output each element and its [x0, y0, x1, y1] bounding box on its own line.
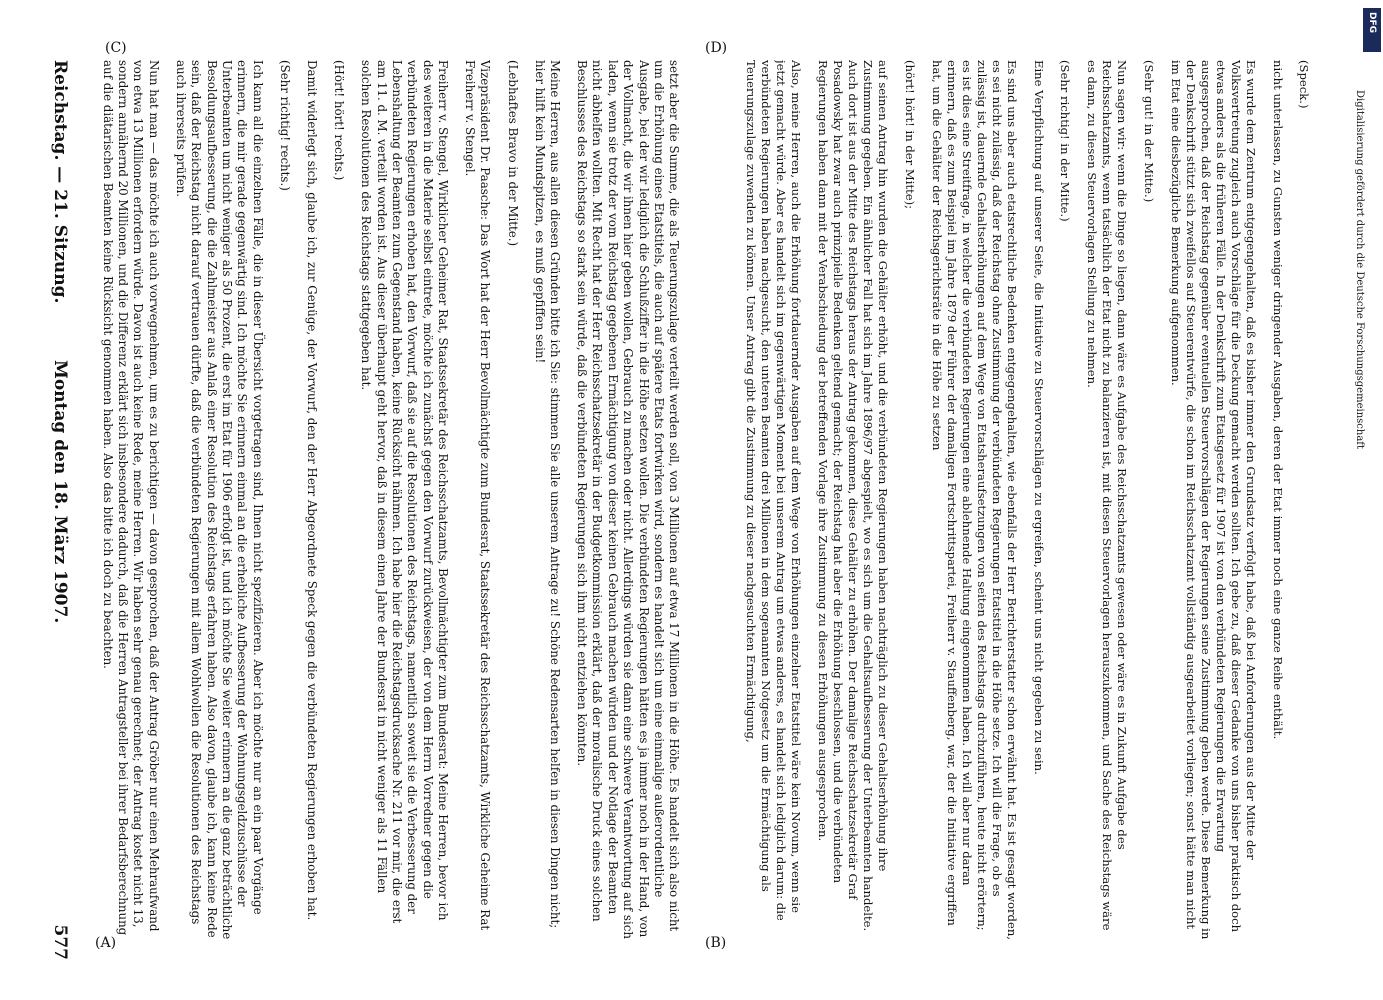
dfg-logo: DFG	[1363, 8, 1381, 52]
paragraph: Freiherr v. Stengel, Wirklicher Geheimer Rat, Staatssekretär des Reichsschatzamts, Bevollmächtigter zum Bundesrat: Meine Herren, bevor ich des weiteren in die Materie selbst eintrete, möchte ich zunächst gegen den Vorwurf zurückweisen, der von dem Herrn Vorredner gegen die verbündeten Regierungen erhoben hat, den Vorwurf, daß sie auf die Resolutionen des Reichstags, namentlich soweit sie die Verbesserung der Lebenshaltung der Beamten zum Gegenstand haben, keine Rücksicht nähmen. Ich habe hier die Reichstagsdrucksache Nr. 211 vor mir, die erst am 11. d. M. verteilt worden ist. Aus dieser überhaupt geht hervor, daß in diesem einen Jahre der Bundesrat in nicht weniger als 11 Fällen solchen Resolutionen des Reichstags stattgegeben hat.	[359, 60, 450, 924]
paragraph: Eine Verpflichtung auf unserer Seite, die Initiative zu Steuervorschlägen zu ergreifen, scheint uns nicht gegeben zu sein.	[1031, 60, 1046, 775]
paragraph: Vizepräsident Dr. Paasche: Das Wort hat der Herr Bevollmächtigte zum Bundesrat, Staatssekretär des Reichsschatzamts, Wirkliche Geheime Rat Freiherr v. Stengel.	[463, 60, 493, 931]
margin-marker-a: (A)	[95, 935, 117, 951]
interjection: (Sehr richtig! in der Mitte.)	[1058, 60, 1073, 222]
margin-marker-b: (B)	[705, 935, 727, 951]
page-header	[30, 60, 70, 960]
paragraph: Ich kann all die einzelnen Fälle, die in dieser Übersicht vorgetragen sind, Ihnen nicht spezifizieren. Aber ich möchte nur an ein paar Vorgänge erinnern, die mir gerade gegenwärtig sind. Ich möchte Sie erinnern einmal an die erhebliche Aufbesserung der Wohnungsgeldzuschüsse der Unterbeamten um nicht weniger als 50 Prozent, die erst im Etat für 1906 erfolgt ist, und ich möchte Sie weiter erinnern an die ganz beträchtliche Besoldungsaufbesserung, die die Zahlmeister aus Anlaß einer Resolution des Reichstags erfahren haben. Also davon, glaube ich, kann keine Rede sein, daß der Reichstag nicht darauf vertrauen dürfte, daß die verbündeten Regierungen mit allem Wohlwollen die Resolutionen des Reichstags auch ihrerseits prüfen.	[173, 60, 265, 940]
paragraph: auf seinen Antrag hin wurden die Gehälter erhöht, und die verbündeten Regierungen haben nachträglich zu dieser Gehaltserhöhung ihre Zustimmung gegeben. Ein ähnlicher Fall hat sich im Jahre 1896/97 abgespielt, wo es sich um die Gehaltsaufbesserung der Unterbeamten handelte. Auch dort ist aus der Mitte des Reichstags heraus der Antrag gekommen, diese Gehälter zu erhöhen. Der damalige Reichsschatzsekretär Graf Posadowsky hat zwar auch prinzipielle Bedenken geltend gemacht; der Reichstag hat aber die Erhöhung beschlossen, und die verbündeten Regierungen haben dann mit der Verabschiedung der betreffenden Vorlage ihre Zustimmung zu diesen Erhöhungen ausgesprochen.	[816, 60, 891, 932]
left-column	[723, 60, 1323, 940]
paragraph: (Speck.)	[1297, 60, 1312, 109]
margin-marker-d: (D)	[705, 40, 728, 56]
paragraph: Also, meine Herren, auch die Erhöhung fortdauernder Ausgaben auf dem Wege von Erhöhungen einzelner Etatstitel wäre kein Novum, wenn sie jetzt gemacht würde. Aber es handelt sich im gegenwärtigen Moment bei unserem Antrag um etwas anderes, es handelt sich lediglich darum: die verbündeten Regierungen haben nachgesucht, den unteren Beamten drei Millionen in dem sogenannten Notgesetz um die Ermächtigung als Teuerungszulage zuwenden zu können. Unser Antrag gibt die Zustimmung zu dieser nachgesuchten Ermächtigung,	[744, 60, 804, 921]
interjection: (Sehr gut! in der Mitte.)	[1142, 60, 1156, 203]
header-date: Montag den 18. März 1907.	[50, 360, 70, 624]
interjection: (Sehr richtig! rechts.)	[277, 60, 292, 191]
paragraph: setzt aber die Summe, die als Teuerungszulage verteilt werden soll, von 3 Millionen auf etwa 17 Millionen in die Höhe. Es handelt sich also nicht um die Erhöhung eines Etatstitels, die auch auf spätere Etats fortwirken wird, sondern es handelt sich um eine einmalige außerordentliche Ausgabe, bei der wir lediglich die Schlußziffer in die Höhe setzen wollen. Die verbündeten Regierungen hätten es ja immer noch in der Hand, von der Vollmacht, die wir ihnen hier geben wollen, Gebrauch zu machen oder nicht. Allerdings würden sie dann eine schwere Verantwortung auf sich laden, wenn sie trotz der vom Reichstag gegebenen Ermächtigung von dieser keinen Gebrauch machen würden und der Notlage der Beamten nicht abhelfen wollten. Mit Recht hat der Herr Reichsschatzsekretär in der Budgetkommission erklärt, daß der moralische Druck eines solchen Beschlusses des Reichstags so stark sein würde, daß die verbündeten Regierungen sich ihm nicht entziehen könnten.	[575, 60, 682, 939]
margin-marker-c: (C)	[105, 40, 127, 56]
paragraph: Meine Herren, aus allen diesen Gründen bitte ich Sie: stimmen Sie alle unserem Antrage zu! Schöne Redensarten helfen in diesen Dingen nicht; hier hilft kein Mundspitzen, es muß gepfiffen sein!	[532, 60, 562, 929]
paragraph: Nun hat man — das möchte ich auch vorwegnehmen, um es zu berichtigen — davon gesprochen, daß der Antrag Gröber nur einen Mehraufwand von etwa 13 Millionen erfordern würde. Davon ist auch keine Rede, meine Herren. Wir haben sehr genau gerechnet; der Antrag kostet nicht 13, sondern annähernd 20 Millionen, und die Differenz erklärt sich insbesondere dadurch, daß die Herren Antragsteller bei ihrer Bedarfsberechnung auf die diätarischen Beamten keine Rücksicht genommen haben. Also das bitte ich doch zu beachten.	[100, 60, 161, 936]
paragraph: Nun sagen wir: wenn die Dinge so liegen, dann wäre es Aufgabe des Reichsschatzamts gewesen oder wäre es in Zukunft Aufgabe des Reichsschatzamts, wenn tatsächlich der Etat nicht zu balanzieren ist, mit diesen Steuervorlagen herauszukommen, und Sache des Reichstags wäre es dann, zu diesen Steuervorlagen Stellung zu nehmen.	[1085, 60, 1130, 931]
header-session: Reichstag. — 21. Sitzung.	[50, 60, 70, 304]
paragraph: nicht unterlassen, zu Gunsten weniger dringender Ausgaben, deren der Etat immer noch eine ganze Reihe enthält.	[1270, 60, 1285, 740]
right-column	[93, 60, 693, 940]
interjection: (Hört! hört! rechts.)	[332, 60, 347, 181]
digitization-credit: Digitalisierung gefördert durch die Deutsche Forschungsgemeinschaft	[1354, 90, 1365, 449]
paragraph: Damit widerlegt sich, glaube ich, zur Genüge, der Vorwurf, den der Herr Abgeordnete Speck gegen die verbündeten Regierungen erhoben hat.	[304, 60, 319, 921]
page-number: 577	[50, 924, 70, 960]
interjection: (Lebhaftes Bravo in der Mitte.)	[505, 60, 520, 247]
paragraph: Es wurde dem Zentrum entgegengehalten, daß es bisher immer den Grundsatz verfolgt habe, daß bei Anforderungen aus der Mitte der Volksvertretung zugleich auch Vorschläge für die Deckung gemacht werden sollten. Ich gebe zu, daß dieser Gedanke von uns bisher praktisch doch etwas anders als die früheren Fälle. In der Denkschrift zum Etatsgesetz für 1907 ist von den verbündeten Regierungen die Erwartung ausgesprochen, daß der Reichstag gegenüber eventuellen Steuervorschlägen der Regierungen seine Zustimmung geben werde. Diese Bemerkung in der Denkschrift stützt sich zweifellos auf Steuerentwürfe, die schon im Reichsschatzamt vollständig ausgearbeitet vorliegen; sonst hätte man nicht im Etat eine diesbezügliche Bemerkung aufgenommen.	[1168, 60, 1259, 940]
paragraph: Es sind uns aber auch etatsrechtliche Bedenken entgegengehalten, wie ebenfalls der Herr Berichterstatter schon erwähnt hat. Es ist gesagt worden, es sei nicht zulässig, daß der Reichstag ohne Zustimmung der verbündeten Regierungen Etatstitel in die Höhe setze. Ich will die Frage, ob es zulässig ist, dauernde Gehaltserhöhungen auf dem Wege von Etatsheraufsetzungen von seiten des Reichstags durchzuführen, heute nicht erörtern; es ist dies eine Streitfrage, in welcher die verbündeten Regierungen eine ablehnende Haltung eingenommen haben. Ich will aber nur daran erinnern, daß es zum Beispiel im Jahre 1879 der Führer der damaligen Fortschrittspartei, Freiherr v. Stauffenberg, war, der die Initiative ergriffen hat, um die Gehälter der Reichsgerichtsräte in die Höhe zu setzen	[929, 60, 1020, 940]
interjection: (hört! hört! in der Mitte);	[903, 60, 918, 210]
